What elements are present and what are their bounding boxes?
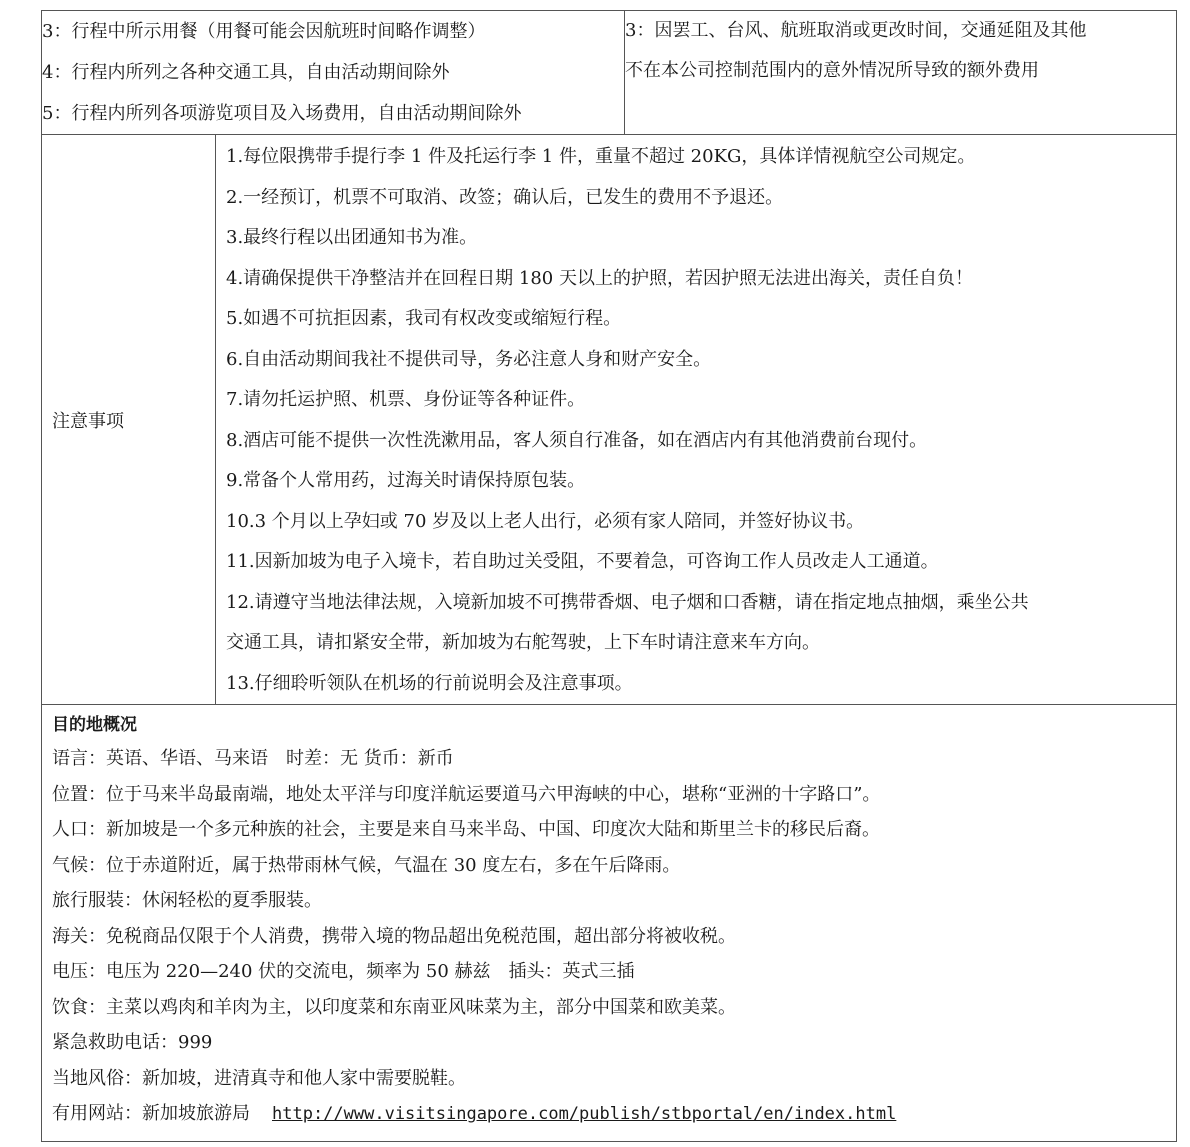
fee-included-item: 3：行程中所示用餐（用餐可能会因航班时间略作调整） — [42, 21, 486, 42]
note-item: 2.一经预订，机票不可取消、改签；确认后，已发生的费用不予退还。 — [226, 186, 784, 208]
note-item: 10.3 个月以上孕妇或 70 岁及以上老人出行，必须有家人陪同，并签好协议书。 — [226, 510, 865, 532]
website-line — [52, 1096, 1176, 1133]
note-item: 11.因新加坡为电子入境卡，若自助过关受阻，不要着急，可咨询工作人员改走人工通道。 — [226, 551, 939, 572]
note-item: 4.请确保提供干净整洁并在回程日期 180 天以上的护照，若因护照无法进出海关，责任自负！ — [226, 267, 973, 289]
fee-row — [42, 11, 1177, 135]
destination-cell — [42, 705, 1177, 1142]
destination-line: 人口：新加坡是一个多元种族的社会，主要是来自马来半岛、中国、印度次大陆和斯里兰卡的移民后裔。 — [52, 819, 880, 840]
notes-content — [216, 135, 1177, 705]
fee-excluded-item: 3：因罢工、台风、航班取消或更改时间，交通延阻及其他 — [625, 20, 1087, 41]
destination-title: 目的地概况 — [52, 715, 137, 735]
destination-line: 海关：免税商品仅限于个人消费，携带入境的物品超出免税范围，超出部分将被收税。 — [52, 925, 736, 947]
destination-row — [42, 705, 1177, 1142]
note-item: 交通工具，请扣紧安全带，新加坡为右舵驾驶，上下车时请注意来车方向。 — [226, 632, 820, 653]
destination-line: 紧急救助电话：999 — [52, 1032, 213, 1053]
itinerary-table — [41, 10, 1177, 1142]
itinerary-document — [41, 10, 1176, 1142]
destination-line: 气候：位于赤道附近，属于热带雨林气候，气温在 30 度左右，多在午后降雨。 — [52, 854, 681, 876]
note-item: 6.自由活动期间我社不提供司导，务必注意人身和财产安全。 — [226, 348, 712, 370]
note-item: 12.请遵守当地法律法规，入境新加坡不可携带香烟、电子烟和口香糖，请在指定地点抽烟，乘坐公共 — [226, 591, 1029, 613]
destination-line: 位置：位于马来半岛最南端，地处太平洋与印度洋航运要道马六甲海峡的中心，堪称“亚洲的十字路口”。 — [52, 783, 881, 805]
destination-line: 语言：英语、华语、马来语 时差：无 货币：新币 — [52, 748, 454, 769]
fee-included-item: 5：行程内所列各项游览项目及入场费用，自由活动期间除外 — [42, 103, 522, 124]
website-label: 有用网站：新加坡旅游局 — [52, 1103, 250, 1124]
note-item: 5.如遇不可抗拒因素，我司有权改变或缩短行程。 — [226, 308, 622, 329]
destination-line: 电压：电压为 220—240 伏的交流电，频率为 50 赫兹 插头：英式三插 — [52, 961, 635, 982]
fee-excluded-item: 不在本公司控制范围内的意外情况所导致的额外费用 — [625, 60, 1040, 81]
note-item: 1.每位限携带手提行李 1 件及托运行李 1 件，重量不超过 20KG，具体详情视航空公司规定。 — [226, 146, 976, 167]
destination-line: 旅行服装：休闲轻松的夏季服装。 — [52, 890, 322, 911]
note-item: 3.最终行程以出团通知书为准。 — [226, 227, 478, 248]
destination-line: 饮食：主菜以鸡肉和羊肉为主，以印度菜和东南亚风味菜为主，部分中国菜和欧美菜。 — [52, 996, 736, 1018]
website-link[interactable]: http://www.visitsingapore.com/publish/stbportal/en/index.html — [272, 1104, 897, 1124]
notes-row — [42, 135, 1177, 705]
note-item: 7.请勿托运护照、机票、身份证等各种证件。 — [226, 389, 586, 410]
fee-excluded-cell — [625, 11, 1177, 135]
fee-included-item: 4：行程内所列之各种交通工具，自由活动期间除外 — [42, 62, 450, 83]
note-item: 9.常备个人常用药，过海关时请保持原包装。 — [226, 470, 586, 491]
destination-line: 当地风俗：新加坡，进清真寺和他人家中需要脱鞋。 — [52, 1067, 466, 1089]
notes-label: 注意事项 — [42, 135, 216, 705]
note-item: 8.酒店可能不提供一次性洗漱用品，客人须自行准备，如在酒店内有其他消费前台现付。 — [226, 429, 928, 451]
note-item: 13.仔细聆听领队在机场的行前说明会及注意事项。 — [226, 672, 633, 694]
fee-included-cell — [42, 11, 625, 135]
